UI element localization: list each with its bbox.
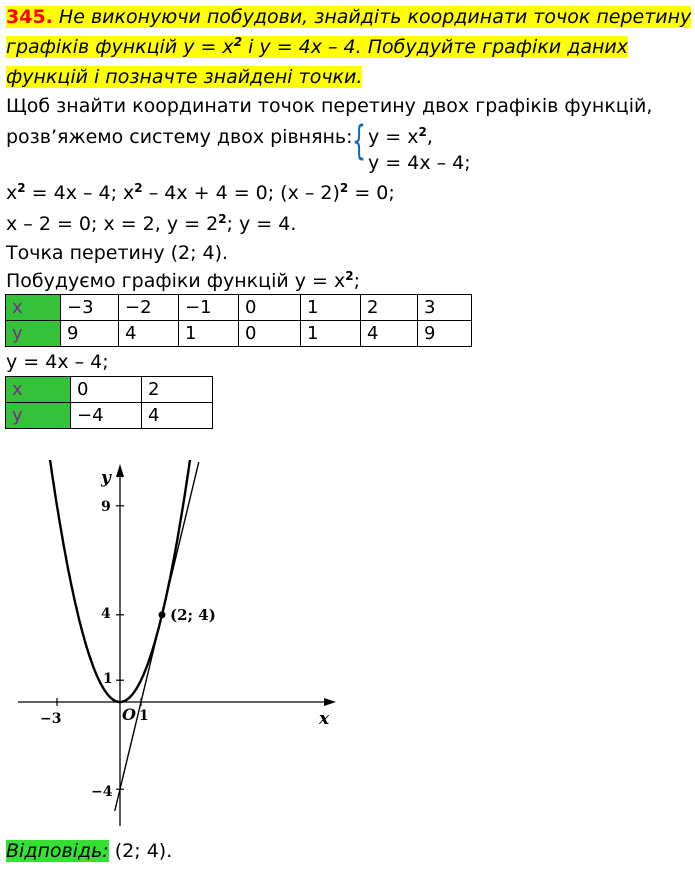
step1-exp-2: 2 xyxy=(134,181,143,195)
plot-lead-text: Побудуємо графіки функцій y = x xyxy=(6,270,346,292)
origin-label: O xyxy=(122,705,136,724)
table-cell: 4 xyxy=(142,403,213,429)
task-text-3: функцій і позначте знайдені точки. xyxy=(6,66,363,88)
step2-exp: 2 xyxy=(218,212,227,226)
table-cell: 1 xyxy=(301,295,361,321)
table-cell: −2 xyxy=(119,295,179,321)
table-row xyxy=(6,403,213,429)
table-cell: 9 xyxy=(418,321,472,347)
table-cell: 2 xyxy=(361,295,418,321)
eq1-tail: , xyxy=(426,126,433,148)
system-lead: розв’яжемо систему двох рівнянь: xyxy=(6,126,353,148)
table-cell: 4 xyxy=(119,321,179,347)
system-eq-2: y = 4x – 4; xyxy=(368,152,471,174)
x-axis-label: x xyxy=(319,709,330,729)
plot-lead xyxy=(6,268,360,294)
task-line-1 xyxy=(6,4,691,30)
step1-b: = 4x – 4; x xyxy=(25,182,135,204)
table-header-x: x xyxy=(6,377,71,403)
table-cell: 0 xyxy=(71,377,142,403)
table-header-y: y xyxy=(6,403,71,429)
answer-label: Відповідь: xyxy=(6,840,109,862)
solution-intro: Щоб знайти координати точок перетину двох графіків функцій, xyxy=(6,95,653,117)
task-text-1: Не виконуючи побудови, знайдіть координати точок перетину xyxy=(52,6,692,28)
solution-step-2 xyxy=(6,211,296,237)
table-linear xyxy=(5,376,213,429)
y-axis-label: y xyxy=(101,468,111,488)
system-eq-1 xyxy=(368,124,433,150)
plot-lead-tail: ; xyxy=(353,270,360,292)
x-tick-label-1: 1 xyxy=(139,708,149,724)
table-cell: 2 xyxy=(142,377,213,403)
y-tick-label-9: 9 xyxy=(101,499,111,515)
y-tick-label-neg4: −4 xyxy=(91,784,113,800)
plot-lead-exp: 2 xyxy=(345,269,354,283)
task-line-2 xyxy=(6,34,628,60)
intersection-point-text: Точка перетину (2; 4). xyxy=(6,242,229,264)
table-cell: 4 xyxy=(361,321,418,347)
task-line-3 xyxy=(6,64,362,90)
function-graph xyxy=(0,448,695,838)
answer-value: (2; 4). xyxy=(108,840,173,862)
task-number: 345. xyxy=(6,6,53,28)
y-axis-arrow-icon xyxy=(116,464,124,477)
step1-exp-3: 2 xyxy=(339,181,349,195)
intersection-point-label: (2; 4) xyxy=(170,605,216,624)
table-cell: 1 xyxy=(179,321,239,347)
table-cell: 0 xyxy=(239,321,301,347)
table-header-x: x xyxy=(6,295,61,321)
eq1-exponent: 2 xyxy=(418,125,427,139)
task-exponent: 2 xyxy=(233,35,243,49)
table-cell: 1 xyxy=(301,321,361,347)
task-text-2b: і y = 4x – 4. Побудуйте графіки даних xyxy=(242,36,628,58)
step2-b: ; y = 4. xyxy=(226,213,297,235)
x-axis-arrow-icon xyxy=(324,698,336,706)
table-header-y: y xyxy=(6,321,61,347)
task-text-2a: графіків функцій y = x xyxy=(6,36,234,58)
system-brace: { xyxy=(352,118,366,164)
y-tick-label-4: 4 xyxy=(101,606,111,622)
linear-lead: y = 4x – 4; xyxy=(6,351,109,373)
y-tick-label-1: 1 xyxy=(103,671,113,687)
eq1-text: y = x xyxy=(368,126,419,148)
line-y-4x-4 xyxy=(115,462,199,811)
step2-a: x – 2 = 0; x = 2, y = 2 xyxy=(6,213,219,235)
intersection-point-marker xyxy=(159,611,166,618)
table-cell: −1 xyxy=(179,295,239,321)
table-row xyxy=(6,377,213,403)
table-cell: 0 xyxy=(239,295,301,321)
step1-exp-1: 2 xyxy=(17,181,26,195)
table-cell: −3 xyxy=(61,295,119,321)
solution-step-1 xyxy=(6,180,395,206)
step1-d: = 0; xyxy=(348,182,395,204)
table-cell: 3 xyxy=(418,295,472,321)
step1-c: – 4x + 4 = 0; (x – 2) xyxy=(142,182,340,204)
table-row xyxy=(6,321,472,347)
table-cell: 9 xyxy=(61,321,119,347)
table-parabola xyxy=(5,294,472,347)
x-tick-label-neg3: −3 xyxy=(40,711,62,727)
step1-a: x xyxy=(6,182,18,204)
answer-line xyxy=(6,838,172,864)
table-cell: −4 xyxy=(71,403,142,429)
table-row xyxy=(6,295,472,321)
